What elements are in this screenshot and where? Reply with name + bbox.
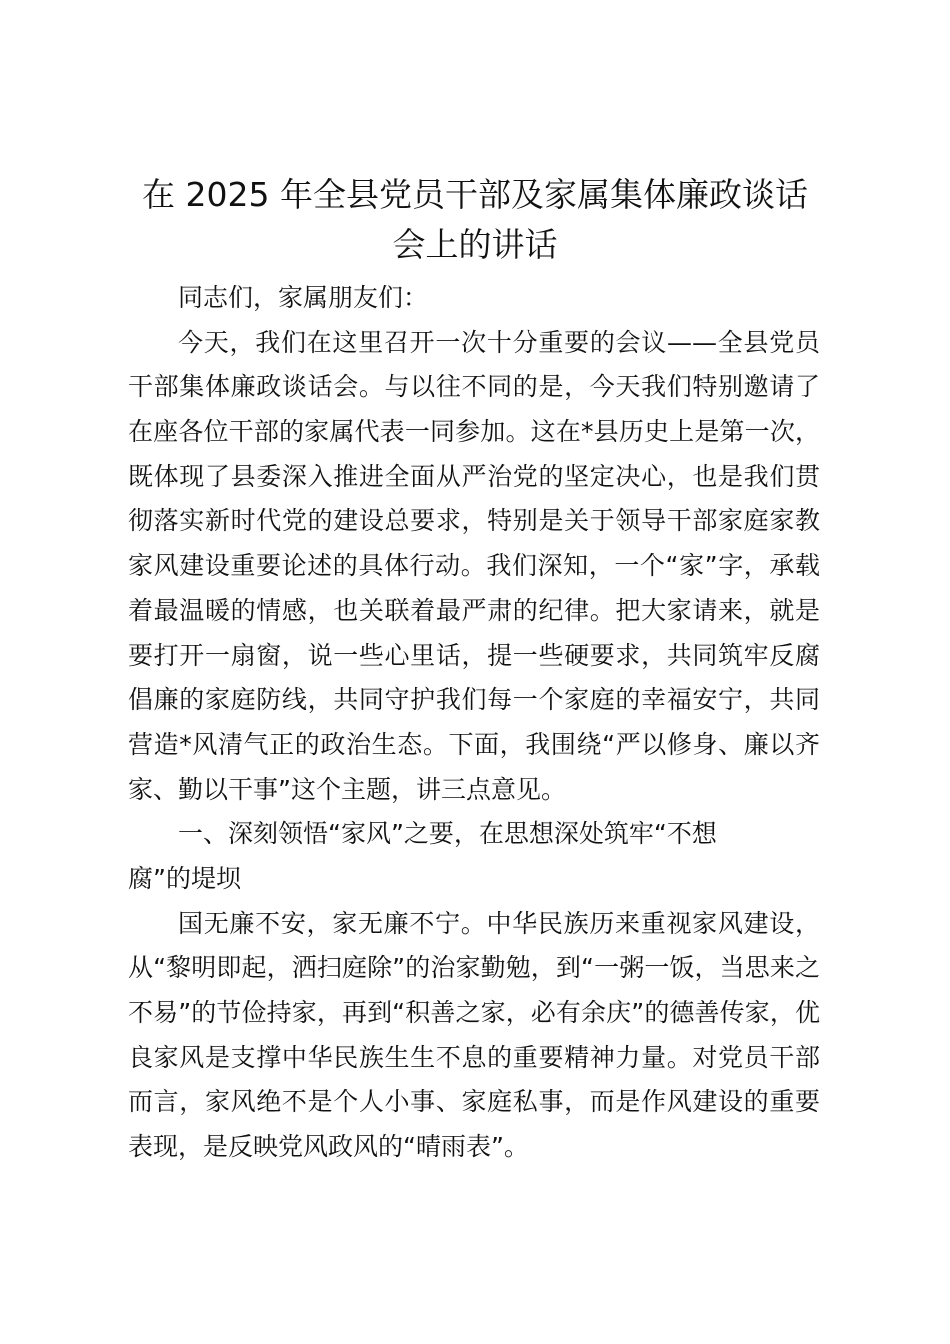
text-line: 要打开一扇窗，说一些心里话，提一些硬要求，共同筑牢反腐 [128, 640, 820, 670]
text-line: 营造*风清气正的政治生态。下面，我围绕“严以修身、廉以齐 [128, 729, 820, 759]
text-line: 国无廉不安，家无廉不宁。中华民族历来重视家风建设， [178, 908, 820, 938]
text-line: 同志们，家属朋友们： [178, 283, 429, 312]
text-line: 家风建设重要论述的具体行动。我们深知，一个“家”字，承载 [128, 551, 820, 581]
text-line: 家、勤以干事”这个主题，讲三点意见。 [128, 774, 566, 804]
text-line: 腐”的堤坝 [128, 863, 241, 893]
paragraph [128, 902, 820, 1170]
document-body [128, 276, 820, 1170]
text-line: 着最温暖的情感，也关联着最严肃的纪律。把大家请来，就是 [128, 595, 820, 625]
text-line: 从“黎明即起，洒扫庭除”的治家勤勉，到“一粥一饭，当思来之 [128, 953, 820, 983]
text-line: 既体现了县委深入推进全面从严治党的坚定决心，也是我们贯 [128, 461, 820, 491]
text-line: 今天，我们在这里召开一次十分重要的会议——全县党员 [178, 327, 820, 357]
text-line: 一、深刻领悟“家风”之要，在思想深处筑牢“不想 [178, 819, 717, 849]
text-line: 在座各位干部的家属代表一同参加。这在*县历史上是第一次， [128, 417, 820, 447]
paragraph [128, 321, 820, 813]
paragraph [128, 276, 820, 321]
text-line: 不易”的节俭持家，再到“积善之家，必有余庆”的德善传家，优 [128, 998, 820, 1027]
text-line: 倡廉的家庭防线，共同守护我们每一个家庭的幸福安宁，共同 [128, 685, 820, 715]
section-heading [128, 812, 820, 901]
title-line: 在 2025 年全县党员干部及家属集体廉政谈话 [142, 175, 808, 214]
document-title [120, 170, 830, 270]
text-line: 干部集体廉政谈话会。与以往不同的是，今天我们特别邀请了 [128, 372, 820, 402]
text-line: 表现，是反映党风政风的“晴雨表”。 [128, 1132, 529, 1162]
text-line: 良家风是支撑中华民族生生不息的重要精神力量。对党员干部 [128, 1042, 820, 1072]
title-line: 会上的讲话 [392, 225, 558, 264]
text-line: 彻落实新时代党的建设总要求，特别是关于领导干部家庭家教 [128, 506, 820, 536]
text-line: 而言，家风绝不是个人小事、家庭私事，而是作风建设的重要 [128, 1087, 820, 1117]
